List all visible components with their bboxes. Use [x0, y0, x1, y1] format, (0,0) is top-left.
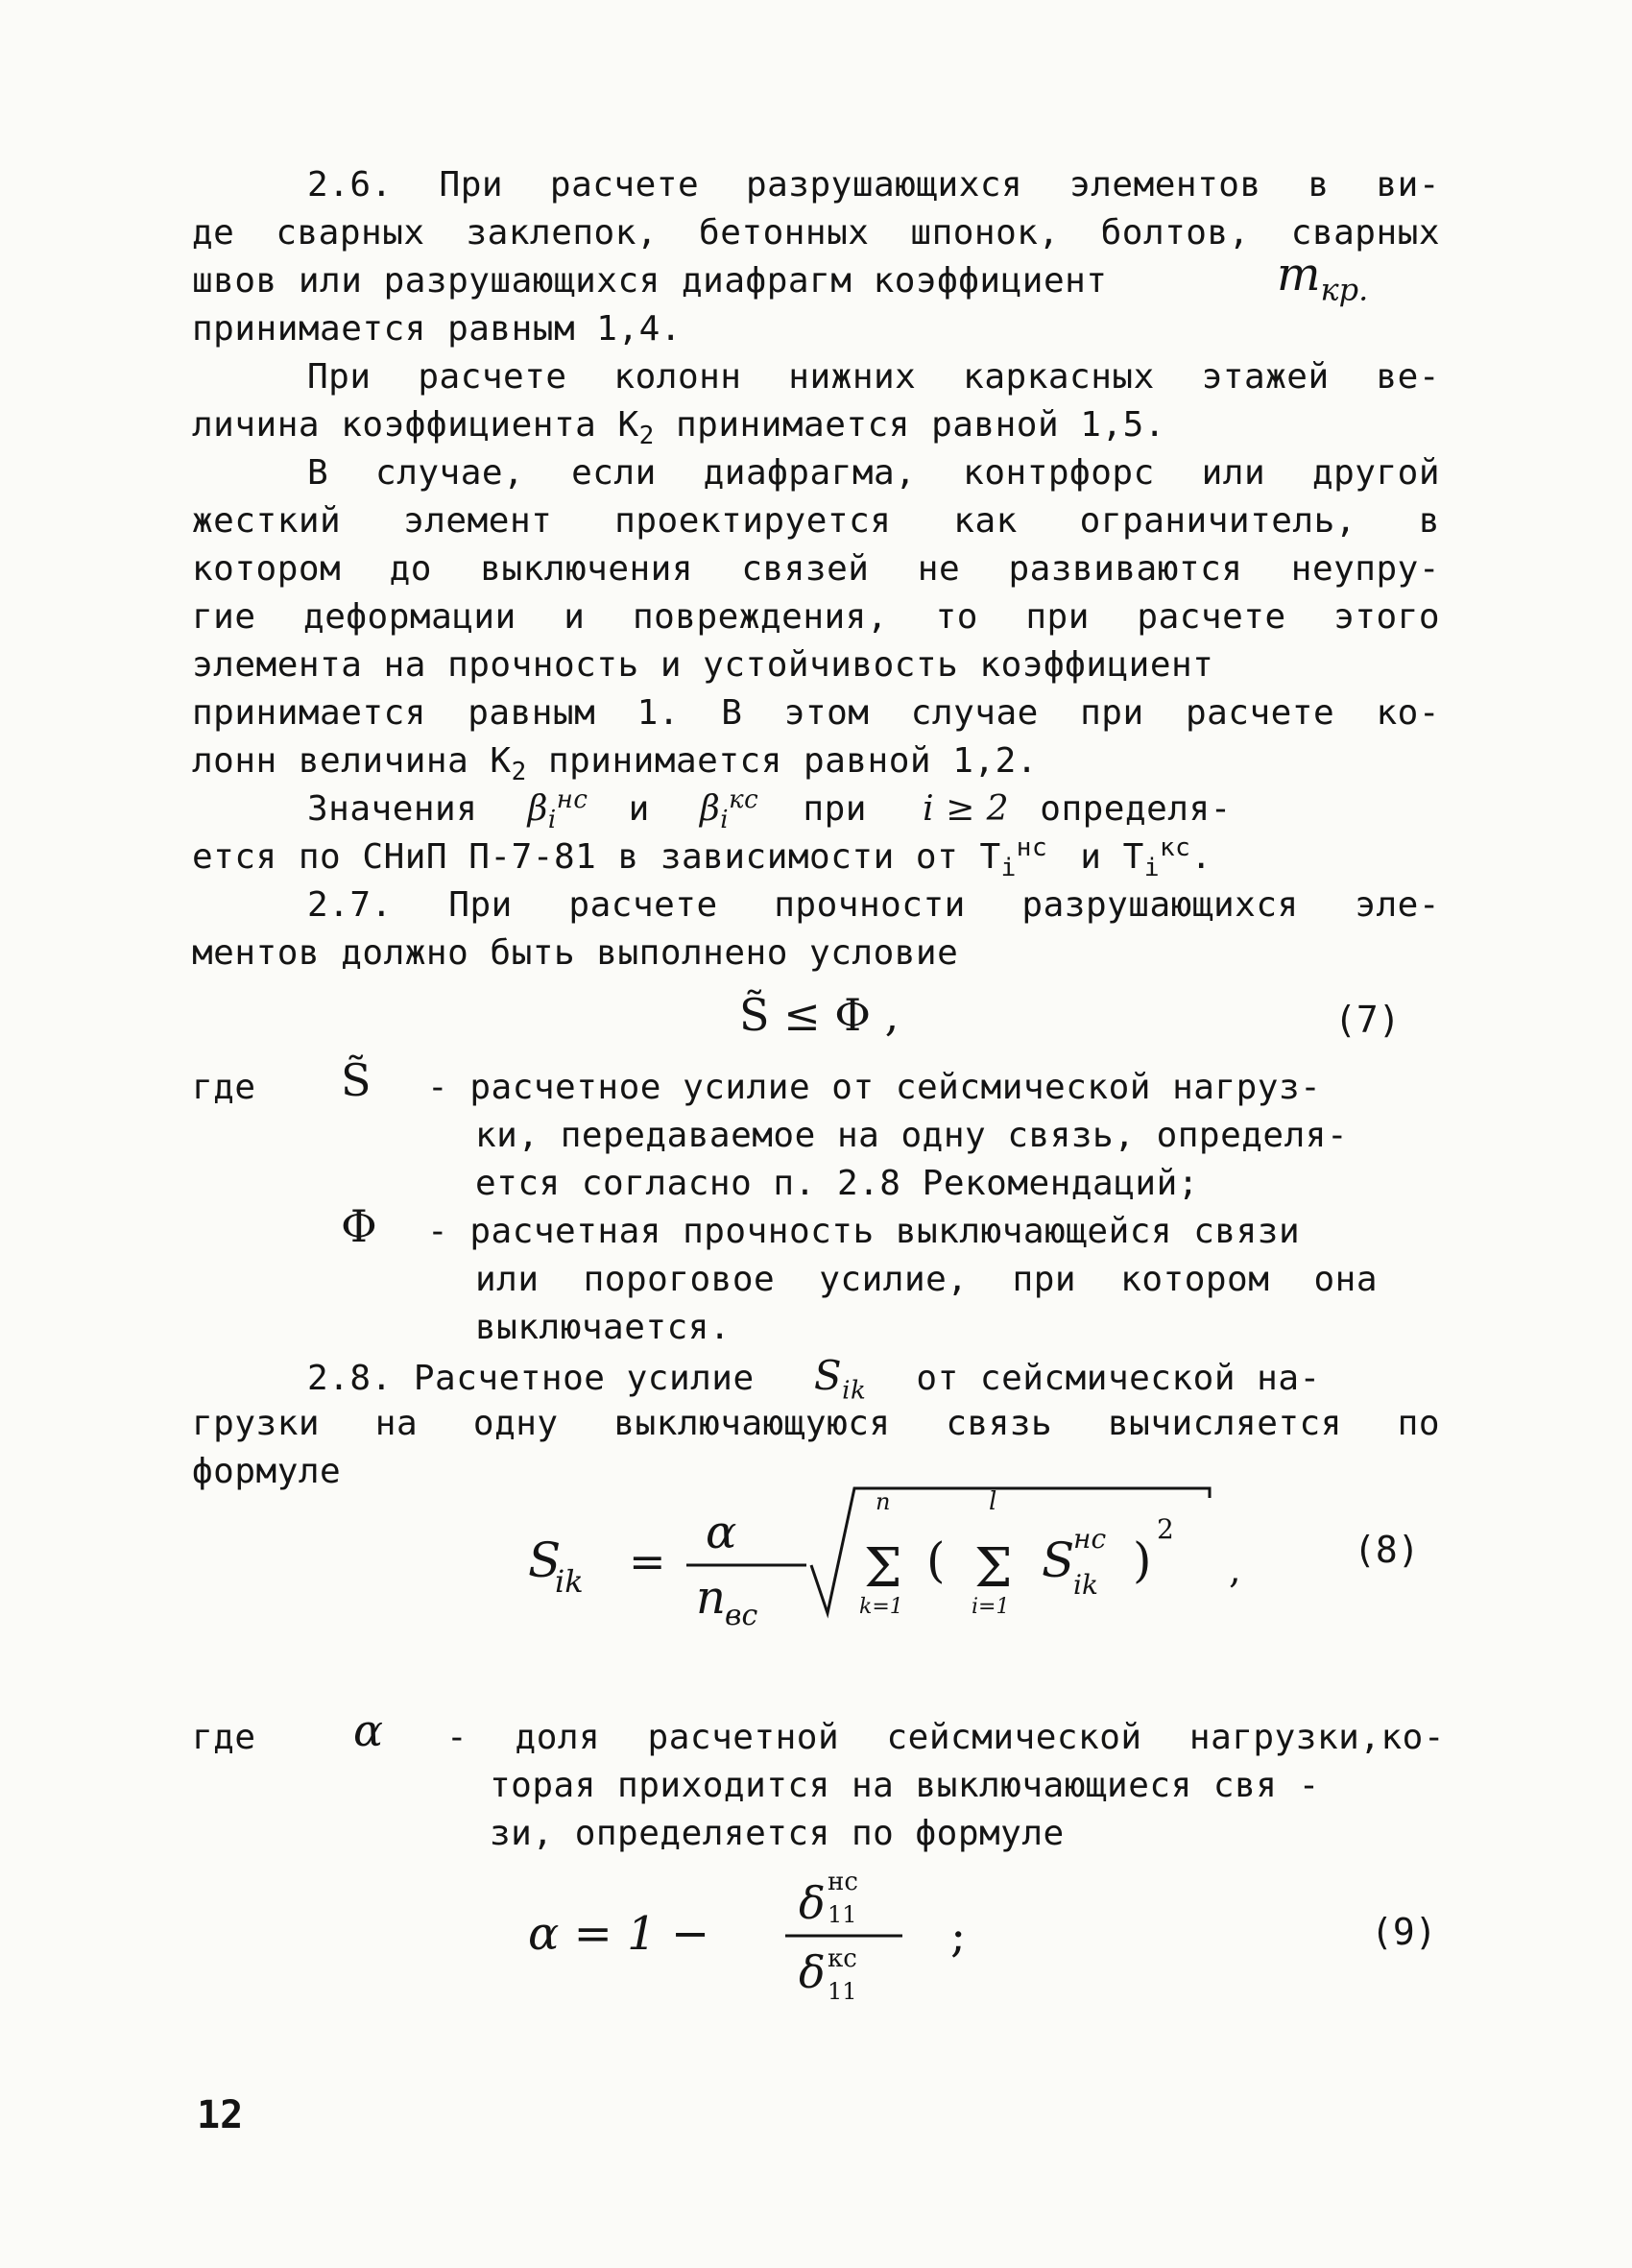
formula-lhs-s: S	[528, 1532, 562, 1588]
text-line: В случае, если диафрагма, контрфорс или другой	[307, 453, 1440, 493]
sum-top-n: n	[876, 1488, 891, 1515]
delta-top-sup: нс	[828, 1868, 858, 1896]
text-line: При расчете колонн нижних каркасных этажей ве-	[307, 357, 1440, 397]
equation-number-9: (9)	[1371, 1911, 1437, 1953]
formula-n: n	[696, 1571, 726, 1625]
phi-symbol: Φ	[341, 1200, 377, 1252]
power-2: 2	[1157, 1513, 1174, 1545]
text-line: принимается равным 1. В этом случае при расчете ко-	[192, 693, 1440, 733]
formula-7: S̃ ≤ Φ ,	[739, 989, 900, 1041]
text-line: лонн величина $K_2$ принимается равной 1,2.	[192, 741, 1038, 787]
sum-bottom-k: k=1	[859, 1595, 903, 1619]
delta-bottom-sub: 11	[828, 1978, 857, 2005]
text-line: 2.6. При расчете разрушающихся элементов в ви-	[307, 165, 1440, 205]
equation-number-7: (7)	[1334, 999, 1401, 1041]
definition-line: - расчетная прочность выключающейся связи	[427, 1212, 1301, 1251]
sum-top-l: l	[989, 1487, 997, 1516]
sum-sign-inner: Σ	[974, 1537, 1013, 1600]
definition-line: зи, определяется по формуле	[490, 1814, 1065, 1853]
formula-8	[518, 1469, 1306, 1661]
formula-9-semicolon: ;	[950, 1909, 967, 1963]
where-label: где	[192, 1718, 256, 1757]
text-line: грузки на одну выключающуюся связь вычисляется по	[192, 1404, 1440, 1443]
formula-lhs-sub: ik	[555, 1563, 584, 1600]
delta-top: δ	[799, 1877, 826, 1929]
sum-sign-outer: Σ	[864, 1537, 902, 1600]
delta-top-sub: 11	[828, 1901, 857, 1928]
formula-alpha: α	[706, 1506, 737, 1559]
sum-bottom-i: i=1	[972, 1595, 1010, 1619]
formula-equals: =	[629, 1535, 666, 1587]
text-line: швов или разрушающихся диафрагм коэффициент	[192, 261, 1108, 301]
definition-line: ется согласно п. 2.8 Рекомендаций;	[475, 1164, 1199, 1203]
text-line: котором до выключения связей не развиваются неупру-	[192, 549, 1440, 589]
text-line: жесткий элемент проектируется как ограничитель, в	[192, 501, 1440, 541]
delta-bottom: δ	[799, 1946, 826, 1998]
inner-sup: нс	[1073, 1523, 1107, 1555]
definition-line: выключается.	[475, 1308, 732, 1347]
text-line: принимается равным 1,4.	[192, 309, 682, 349]
text-line: гие деформации и повреждения, то при расчете этого	[192, 597, 1440, 637]
alpha-symbol: α	[353, 1704, 384, 1756]
paren-close: )	[1133, 1532, 1152, 1588]
where-label: где	[192, 1068, 256, 1107]
definition-line: - доля расчетной сейсмической нагрузки,ко-	[446, 1718, 1445, 1757]
delta-bottom-sup: кс	[828, 1944, 857, 1973]
text-line: элемента на прочность и устойчивость коэффициент	[192, 645, 1214, 685]
inner-s: S	[1042, 1532, 1075, 1588]
page-number: 12	[197, 2093, 244, 2137]
formula-n-sub: вс	[725, 1599, 758, 1632]
definition-line: - расчетное усилие от сейсмической нагруз-	[427, 1068, 1322, 1107]
equation-number-8: (8)	[1354, 1529, 1420, 1571]
definition-line: торая приходится на выключающиеся свя -	[490, 1766, 1320, 1805]
text-line: ментов должно быть выполнено условие	[192, 933, 959, 973]
formula-9	[518, 1853, 1018, 2026]
text-line: формуле	[192, 1452, 342, 1491]
m-kr-symbol: $m_{кр.}$	[1277, 248, 1369, 308]
text-line: личина коэффициента $K_2$ принимается равной 1,5.	[192, 405, 1165, 451]
text-line: ется по СНиП П-7-81 в зависимости от $T_i^{нс}$ и $T_i^{кс}$.	[192, 833, 1212, 883]
definition-line: или пороговое усилие, при котором она	[475, 1260, 1378, 1299]
s-tilde-symbol: S̃	[341, 1054, 372, 1106]
text-line: 2.8. Расчетное усилие $S_{ik}$ от сейсмической на-	[307, 1352, 1321, 1406]
inner-sub: ik	[1073, 1569, 1098, 1601]
definition-line: ки, передаваемое на одну связь, определя-	[475, 1116, 1349, 1155]
text-line: 2.7. При расчете прочности разрушающихся эле-	[307, 885, 1440, 925]
text-line: Значения $\beta_i^{нс}$ и $\beta_i^{кс}$ при i ≥ 2 определя-	[307, 785, 1232, 835]
formula-9-lhs: α = 1 −	[528, 1907, 710, 1961]
text-line: де сварных заклепок, бетонных шпонок, болтов, сварных	[192, 213, 1440, 253]
formula-comma: ,	[1229, 1548, 1241, 1592]
paren-open: (	[926, 1532, 946, 1588]
